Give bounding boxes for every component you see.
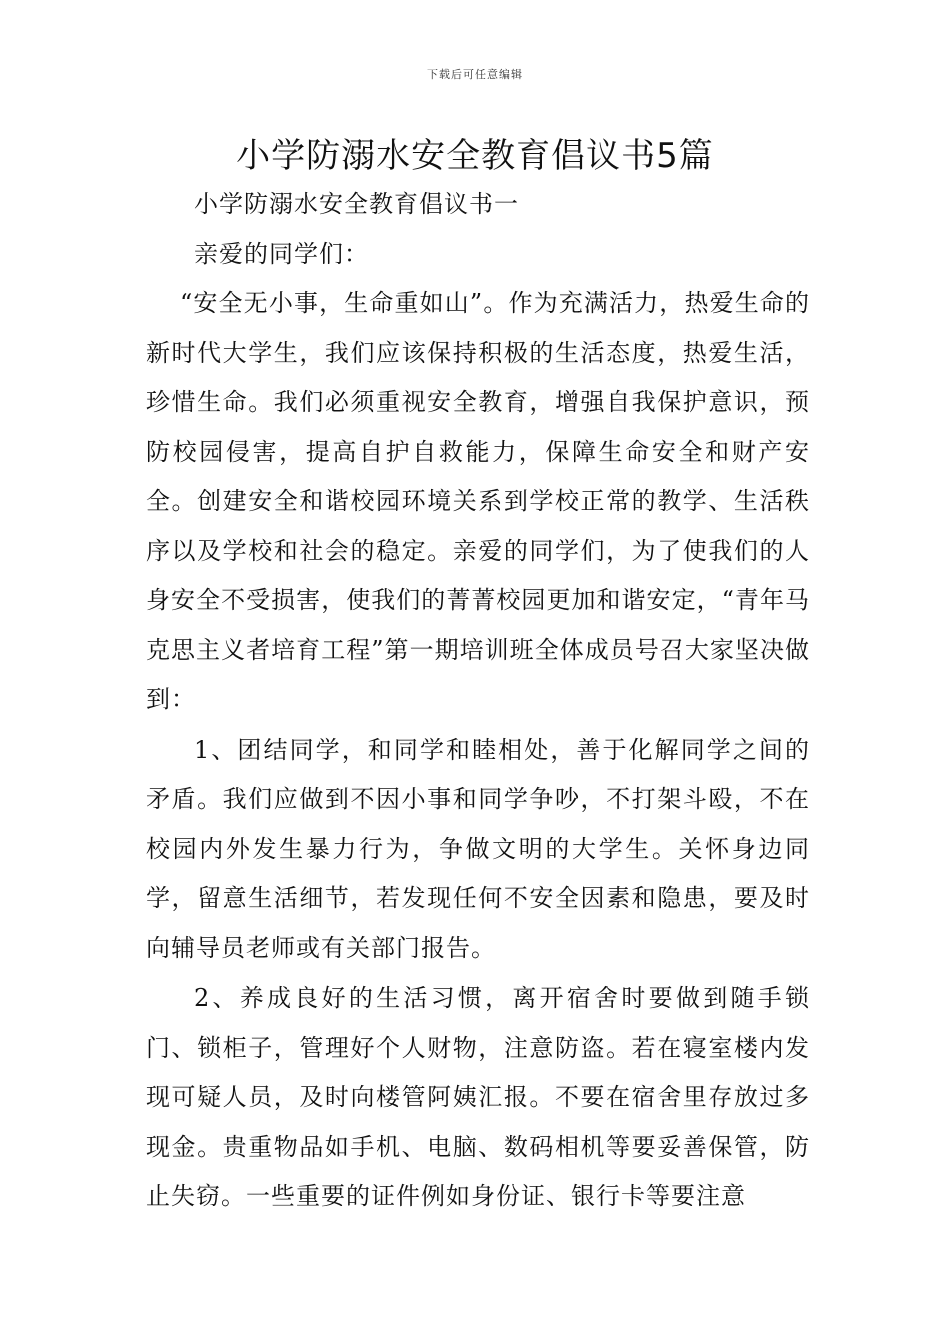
salutation: 亲爱的同学们： — [194, 239, 369, 268]
document-subtitle: 小学防溺水安全教育倡议书一 — [194, 190, 519, 218]
document-body — [146, 180, 810, 1222]
paragraph-point-1: 1、团结同学，和同学和睦相处，善于化解同学之间的矛盾。我们应做到不因小事和同学争吵，不打架斗殴，不在校园内外发生暴力行为，争做文明的大学生。关怀身边同学，留意生活细节，若发现任何不安全因素和隐患，要及时向辅导员老师或有关部门报告。 — [146, 735, 810, 962]
paragraph-point-2: 2、养成良好的生活习惯，离开宿舍时要做到随手锁门、锁柜子，管理好个人财物，注意防盗。若在寝室楼内发现可疑人员，及时向楼管阿姨汇报。不要在宿舍里存放过多现金。贵重物品如手机、电脑、数码相机等要妥善保管，防止失窃。一些重要的证件例如身份证、银行卡等要注意 — [146, 984, 810, 1210]
paragraph-intro: “安全无小事，生命重如山”。作为充满活力，热爱生命的新时代大学生，我们应该保持积极的生活态度，热爱生活，珍惜生命。我们必须重视安全教育，增强自我保护意识，预防校园侵害，提高自护自救能力，保障生命安全和财产安全。创建安全和谐校园环境关系到学校正常的教学、生活秩序以及学校和社会的稳定。亲爱的同学们，为了使我们的人身安全不受损害，使我们的菁菁校园更加和谐安定，“青年马克思主义者培育工程”第一期培训班全体成员号召大家坚决做到： — [146, 289, 810, 713]
document-title: 小学防溺水安全教育倡议书5篇 — [236, 136, 714, 176]
header-note: 下载后可任意编辑 — [427, 68, 523, 81]
